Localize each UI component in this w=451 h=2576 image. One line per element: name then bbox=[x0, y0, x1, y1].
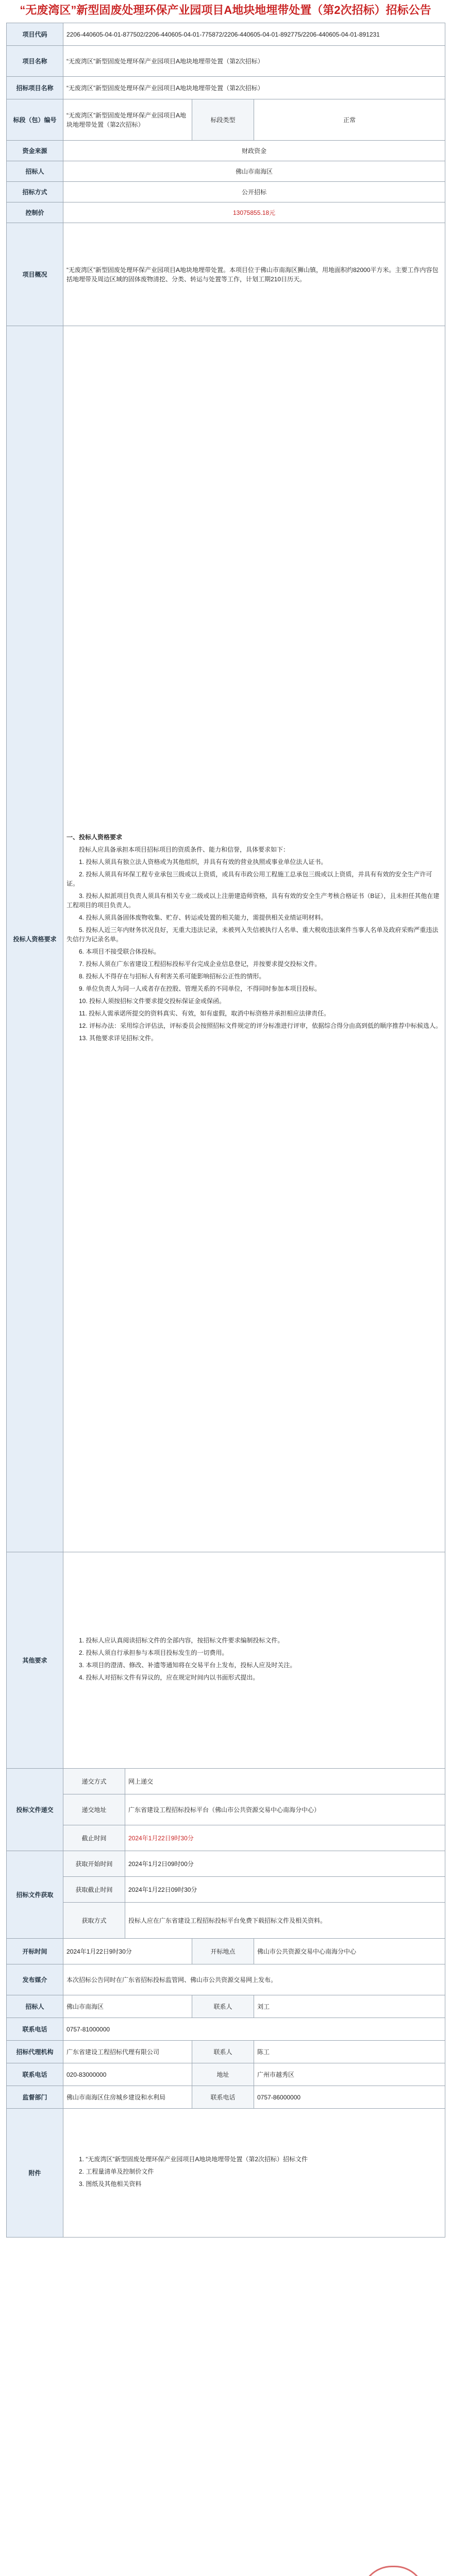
qualification-para: 4. 投标人须具备固体废物收集、贮存、转运或处置的相关能力，需提供相关业绩证明材料。 bbox=[79, 913, 327, 921]
attachment-link[interactable]: 1. “无废湾区”新型固废处理环保产业园项目A地块地埋带处置（第2次招标）招标文件 bbox=[79, 2155, 308, 2163]
tender-contact-label: 联系人 bbox=[192, 1995, 254, 2018]
agent-contact-value: 陈工 bbox=[254, 2041, 445, 2063]
official-seal-icon bbox=[361, 2566, 426, 2576]
row-submit-address bbox=[7, 1794, 445, 1825]
notice-table bbox=[6, 23, 445, 2238]
project-name-value: “无废湾区”新型固废处理环保产业园项目A地块地埋带处置（第2次招标） bbox=[63, 46, 445, 77]
project-code-label: 项目代码 bbox=[7, 23, 63, 46]
doc-end-value: 2024年1月22日09时30分 bbox=[125, 1877, 445, 1903]
supervise-phone-value: 0757-86000000 bbox=[254, 2086, 445, 2109]
org-label: 招标人 bbox=[7, 161, 63, 182]
row-project-code bbox=[7, 23, 445, 46]
other-body bbox=[63, 1552, 445, 1769]
qualification-body bbox=[63, 326, 445, 1552]
method-label: 招标方式 bbox=[7, 182, 63, 202]
tender-phone-value: 0757-81000000 bbox=[63, 2018, 445, 2041]
section-value: “无废湾区”新型固废处理环保产业园项目A地块地埋带处置（第2次招标） bbox=[63, 99, 192, 141]
opening-place-label: 开标地点 bbox=[192, 1939, 254, 1964]
row-opening bbox=[7, 1939, 445, 1964]
section-type-value: 正常 bbox=[254, 99, 445, 141]
qualification-para: 3. 投标人拟派项目负责人须具有相关专业二级或以上注册建造师资格，具有有效的安全生产考核合格证书（B证），且未担任其他在建工程项目的项目负责人。 bbox=[66, 892, 440, 909]
attachment-link[interactable]: 2. 工程量清单及控制价文件 bbox=[79, 2167, 154, 2175]
supervise-value: 佛山市南海区住房城乡建设和水利局 bbox=[63, 2086, 192, 2109]
row-agent-phone bbox=[7, 2063, 445, 2086]
row-org bbox=[7, 161, 445, 182]
row-doc-start bbox=[7, 1851, 445, 1877]
other-para: 4. 投标人对招标文件有异议的，应在规定时间内以书面形式提出。 bbox=[79, 1673, 259, 1681]
qualification-para: 12. 评标办法：采用综合评估法，评标委员会按照招标文件规定的评分标准进行评审，依据综合得分由高到低的顺序推荐中标候选人。 bbox=[79, 1022, 442, 1029]
row-attachments bbox=[7, 2109, 445, 2238]
other-para: 3. 本项目的澄清、修改、补遗等通知将在交易平台上发布，投标人应及时关注。 bbox=[79, 1661, 296, 1669]
agent-phone-value: 020-83000000 bbox=[63, 2063, 192, 2086]
qualification-para: 8. 投标人不得存在与招标人有利害关系可能影响招标公正性的情形。 bbox=[79, 972, 265, 980]
tender-contact-value: 刘工 bbox=[254, 1995, 445, 2018]
notice-title: “无废湾区”新型固废处理环保产业园项目A地块地埋带处置（第2次招标）招标公告 bbox=[20, 4, 431, 16]
row-other bbox=[7, 1552, 445, 1769]
agent-contact-label: 联系人 bbox=[192, 2041, 254, 2063]
amount-label: 控制价 bbox=[7, 202, 63, 223]
qualification-para: 7. 投标人须在广东省建设工程招标投标平台完成企业信息登记，并按要求提交投标文件。 bbox=[79, 960, 321, 968]
row-qualification bbox=[7, 326, 445, 1552]
section-label: 标段（包）编号 bbox=[7, 99, 63, 141]
row-submit-method bbox=[7, 1769, 445, 1794]
row-tender-phone bbox=[7, 2018, 445, 2041]
opening-place-value: 佛山市公共资源交易中心南海分中心 bbox=[254, 1939, 445, 1964]
supervise-label: 监督部门 bbox=[7, 2086, 63, 2109]
submit-time-value: 2024年1月22日9时30分 bbox=[125, 1825, 445, 1851]
row-platform bbox=[7, 1964, 445, 1995]
row-doc-way bbox=[7, 1903, 445, 1939]
supervise-phone-label: 联系电话 bbox=[192, 2086, 254, 2109]
agent-label: 招标代理机构 bbox=[7, 2041, 63, 2063]
doc-start-value: 2024年1月2日09时00分 bbox=[125, 1851, 445, 1877]
row-supervise bbox=[7, 2086, 445, 2109]
submit-address-label: 递交地址 bbox=[63, 1794, 125, 1825]
tender-phone-label: 联系电话 bbox=[7, 2018, 63, 2041]
qualification-para: 10. 投标人须按招标文件要求提交投标保证金或保函。 bbox=[79, 997, 226, 1005]
submit-method-label: 递交方式 bbox=[63, 1769, 125, 1794]
amount-value: 13075855.18元 bbox=[63, 202, 445, 223]
agent-address-label: 地址 bbox=[192, 2063, 254, 2086]
bid-name-value: “无废湾区”新型固废处理环保产业园项目A地块地埋带处置（第2次招标） bbox=[63, 77, 445, 99]
row-method bbox=[7, 182, 445, 202]
submit-time-label: 截止时间 bbox=[63, 1825, 125, 1851]
other-label: 其他要求 bbox=[7, 1552, 63, 1769]
project-code-value: 2206-440605-04-01-877502/2206-440605-04-01-775872/2206-440605-04-01-892775/2206-440605-04-01-891231 bbox=[63, 23, 445, 46]
qualification-para: 6. 本项目不接受联合体投标。 bbox=[79, 947, 160, 955]
tender-label: 招标人 bbox=[7, 1995, 63, 2018]
platform-label: 发布媒介 bbox=[7, 1964, 63, 1995]
method-value: 公开招标 bbox=[63, 182, 445, 202]
platform-value: 本次招标公告同时在广东省招标投标监管网、佛山市公共资源交易网上发布。 bbox=[63, 1964, 445, 1995]
row-fund bbox=[7, 141, 445, 161]
tender-value: 佛山市南海区 bbox=[63, 1995, 192, 2018]
row-section bbox=[7, 99, 445, 141]
qualification-para: 2. 投标人须具有环保工程专业承包三级或以上资质，或具有市政公用工程施工总承包三级或以上资质，并具有有效的安全生产许可证。 bbox=[66, 870, 432, 887]
agent-phone-label: 联系电话 bbox=[7, 2063, 63, 2086]
row-tender bbox=[7, 1995, 445, 2018]
other-para: 1. 投标人应认真阅读招标文件的全部内容，按招标文件要求编制投标文件。 bbox=[79, 1636, 284, 1644]
doc-acquire-label: 招标文件获取 bbox=[7, 1851, 63, 1939]
opening-value: 2024年1月22日9时30分 bbox=[63, 1939, 192, 1964]
row-submit-time bbox=[7, 1825, 445, 1851]
fund-label: 资金来源 bbox=[7, 141, 63, 161]
doc-start-label: 获取开始时间 bbox=[63, 1851, 125, 1877]
row-overview bbox=[7, 223, 445, 326]
agent-address-value: 广州市越秀区 bbox=[254, 2063, 445, 2086]
qualification-para: 投标人应具备承担本项目招标项目的资质条件、能力和信誉，具体要求如下： bbox=[79, 845, 290, 853]
attachment-link[interactable]: 3. 图纸及其他相关资料 bbox=[79, 2180, 142, 2188]
qualification-para: 1. 投标人须具有独立法人资格或为其他组织，并具有有效的营业执照或事业单位法人证书。 bbox=[79, 858, 327, 866]
org-value: 佛山市南海区 bbox=[63, 161, 445, 182]
submit-address-value: 广东省建设工程招标投标平台（佛山市公共资源交易中心南海分中心） bbox=[125, 1794, 445, 1825]
attachments-body bbox=[63, 2109, 445, 2238]
doc-way-value: 投标人应在广东省建设工程招标投标平台免费下载招标文件及相关资料。 bbox=[125, 1903, 445, 1939]
qualification-label: 投标人资格要求 bbox=[7, 326, 63, 1552]
opening-label: 开标时间 bbox=[7, 1939, 63, 1964]
qualification-para: 9. 单位负责人为同一人或者存在控股、管理关系的不同单位，不得同时参加本项目投标。 bbox=[79, 985, 321, 992]
section-type-label: 标段类型 bbox=[192, 99, 254, 141]
doc-end-label: 获取截止时间 bbox=[63, 1877, 125, 1903]
row-agent bbox=[7, 2041, 445, 2063]
submission-label: 投标文件递交 bbox=[7, 1769, 63, 1851]
other-para: 2. 投标人须自行承担参与本项目投标发生的一切费用。 bbox=[79, 1649, 228, 1656]
overview-label: 项目概况 bbox=[7, 223, 63, 326]
project-name-label: 项目名称 bbox=[7, 46, 63, 77]
bid-name-label: 招标项目名称 bbox=[7, 77, 63, 99]
overview-value: “无废湾区”新型固废处理环保产业园项目A地块地埋带处置。本项目位于佛山市南海区狮山镇，用地面积约82000平方米。主要工作内容包括地埋带及周边区域的固体废物清挖、分类、转运与处置等工作，计划工期210日历天。 bbox=[63, 223, 445, 326]
submit-method-value: 网上递交 bbox=[125, 1769, 445, 1794]
fund-value: 财政资金 bbox=[63, 141, 445, 161]
row-doc-end bbox=[7, 1877, 445, 1903]
qualification-heading: 一、投标人资格要求 bbox=[66, 833, 123, 841]
row-amount bbox=[7, 202, 445, 223]
qualification-para: 11. 投标人需承诺所提交的资料真实、有效，如有虚假，取消中标资格并承担相应法律责任。 bbox=[79, 1009, 330, 1017]
qualification-para: 13. 其他要求详见招标文件。 bbox=[79, 1034, 158, 1042]
attachments-label: 附件 bbox=[7, 2109, 63, 2238]
agent-value: 广东省建设工程招标代理有限公司 bbox=[63, 2041, 192, 2063]
page-title bbox=[0, 0, 451, 23]
row-project-name bbox=[7, 46, 445, 77]
qualification-para: 5. 投标人近三年内财务状况良好，无重大违法记录，未被列入失信被执行人名单、重大税收违法案件当事人名单及政府采购严重违法失信行为记录名单。 bbox=[66, 926, 439, 943]
row-bid-name bbox=[7, 77, 445, 99]
doc-way-label: 获取方式 bbox=[63, 1903, 125, 1939]
